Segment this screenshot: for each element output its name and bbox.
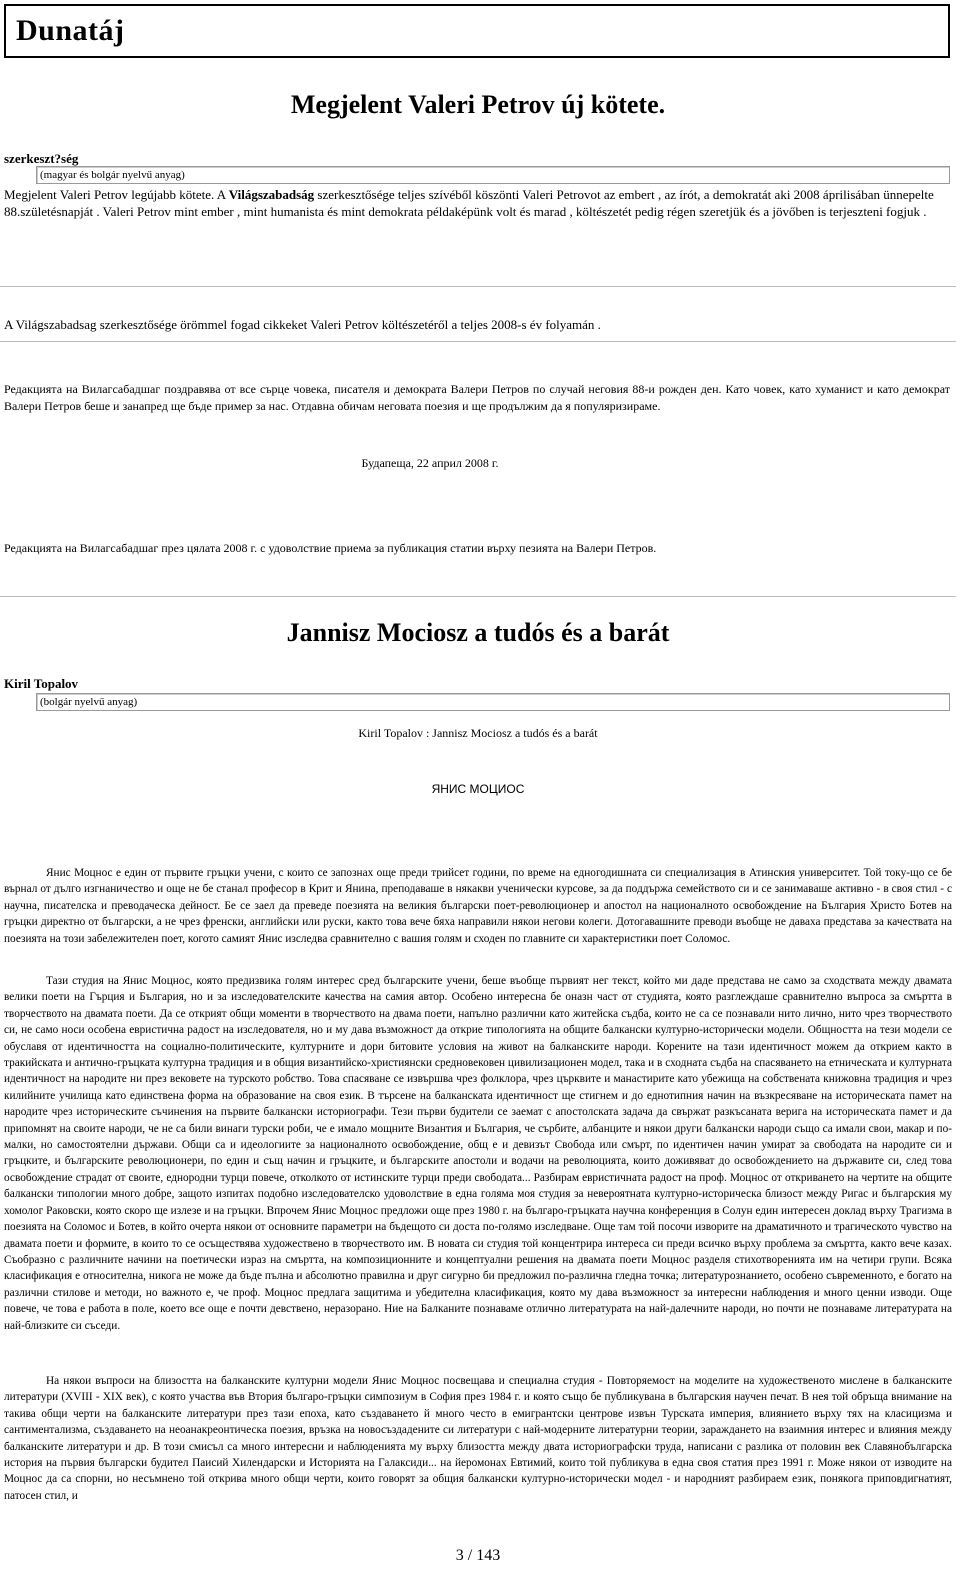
page-number: 3 / 143 bbox=[455, 1547, 501, 1564]
divider bbox=[0, 286, 956, 287]
bulgarian-notice: Редакцията на Вилагсабадшаг през цялата 2008 г. с удоволствие приема за публикация статии върху пезията на Валери Петров. bbox=[4, 541, 657, 555]
site-header bbox=[4, 4, 950, 58]
article-title: Jannisz Mociosz a tudós és a barát bbox=[286, 618, 670, 647]
divider bbox=[0, 341, 956, 342]
bulgarian-greeting: Редакцията на Вилагсабадшаг поздравява от все сърце човека, писателя и демократа Валери Петров по случай неговия 88-и рожден ден. Като човек, като хуманист и като демократ Валери Петров беше и занапред ще бъде пример за нас. Отдавна обичам неговата поезия и ще продължим да я популяризираме. bbox=[4, 382, 950, 413]
article-author: Kiril Topalov bbox=[4, 676, 79, 691]
publication-name: Világszabadság bbox=[228, 187, 315, 202]
section-heading: ЯНИС МОЦИОС bbox=[431, 782, 525, 796]
article-author: szerkeszt?ség bbox=[4, 151, 79, 166]
language-note: (bolgár nyelvű anyag) bbox=[36, 693, 950, 711]
body-paragraph: Тази студия на Янис Моцнос, която предизвика голям интерес сред българските учени, беше въобще първият нег текст, който ми даде представа не само за сходствата между двамата велики поети на Гърция и България, но и за изследователските качества на самия автор. Особено интересна бе оназн част от студията, която разглеждаше сравнително въпроса за смъртта в творчеството на двамата поети. Да се открият общи моменти в творчеството на двама поети, напълно различни като житейска съдба, които не са се познавали нито лично, нито чрез творчеството си, не само носи особена евристична радост на изследователя, но и му дава възможност да открие типологията на общите балкански културно-исторически модели. Общността на тези модели се обуславя от идентичността на социално-политическите, културните и дори битовите условия на живот на балканските народи. Корените на тази идентичност можем да открием както в тракийската и антично-гръцката културна традиция и в общия византийско-християнски средновековен цивилизационен модел, така и в сходната съдба на спасяването на етническата и културната идентичност на народите ни през вековете на турското робство. Това спасяване се извършва чрез фолклора, чрез църквите и манастирите като убежища на собствената книжовна традиция и чрез килийните училища като единствена форма на образование на своя език. В търсене на балканската идентичност ще стигнем и до еднотипния начин на възкресяване на историческата памет на народите чрез историческите съчинения на първите балкански историографи. Тези първи будители се заемат с апостолската задача да свържат разкъсаната верига на историческата памет и да припомнят на своите народи, че не са били винаги турски роби, че е имало мощните Византия и България, че сърбите, албанците и някои други балкански народи също са имали свои, макар и по-малки, но самостоятелни държави. Общи са и идеологиите за националното освобождение, общ е и девизът Свобода или смърт, по идентичен начин умират за свободата на народите си и гръцките, и българските революционери, по един и същ начин и гръцките, и българските апостоли и водачи на революцията, които доживяват до освобождението на държавите си, след това освобождение страдат от своите, еднородни турци повече, отколкото от истинските турци преди свободата... Разбирам евристичната радост на проф. Моцнос от откриването на чертите на общите балкански типологии много добре, защото изпитах подобно изследователско удоволствие в една голяма моя студия за невероятната културно-историческа близост между Ригас и българския му хомолог Раковски, която скоро ще излезе и на гръцки. Впрочем Янис Моцнос предложи още през 1980 г. на българо-гръцката научна конференция в Солун един интересен доклад върху Трагизма в поезията на Соломос и Ботев, в който очерта някои от основните параметри на бъдещото си доста по-голямо изследване. Още там той посочи изворите на драматичното и трагическото чувство на двамата поети и формите, в които то се осъществява художествено в творчеството им. В новата си студия той концентрира интереса си преди всичко върху проблема за смъртта, както вече казах. Съобразно с различните начини на поетически израз на смъртта, на композиционните и концептуални решения на двамата поети Моцнос разделя стихотворенията им на четири групи. Всяка класификация е относителна, никога не може да бъде пълна и абсолютно правилна и друг сигурно би предложил по-различна гледна точка; литературознанието, особено съвременното, е богато на различни стилове и методи, но важното е, че проф. Моцнос предлага защитима и убедителна класификация, която му дава възможност за интересни наблюдения и много ценни изводи. Още повече, че това е работа в поле, което все още е почти девствено, неразорано. Ние на Балканите познаваме отлично литературата на най-далечните народи, но почти не познаваме литературата на най-близките си съседи. bbox=[4, 975, 952, 1332]
article-subtitle: Kiril Topalov : Jannisz Mociosz a tudós és a barát bbox=[358, 726, 598, 740]
place-date: Будапеща, 22 април 2008 г. bbox=[361, 456, 499, 470]
article-intro: Megjelent Valeri Petrov legújabb kötete. A Világszabadság szerkesztősége teljes szívéből köszönti Valeri Petrovot az embert , az írót, a demokratát aki 2008 áprilisában ünnepelte 88.születésnapját . Valeri Petrov mint ember , mint humanista és mint demokrata példaképünk volt és marad , költészetét pedig régen szeretjük és a jövőben is terjeszteni fogjuk . bbox=[4, 187, 934, 219]
divider bbox=[0, 596, 956, 597]
body-paragraph: На някои въпроси на близостта на балканските културни модели Янис Моцнос посвещава и специална студия - Повторяемост на моделите на художественото мислене в балканските литератури (XVIII - XIX век), с която участва във Втория българо-гръцки симпозиум в София през 1984 г. и която също бе публикувана в българския научен печат. В нея той обръща внимание на такива общи черти на балканските литератури през тази епоха, като създаването й много често в емигрантски центрове извън Турската империя, влиянието върху тях на класицизма и сантиментализма, създаването на неоанакреонтическа поезия, връзка на новосъздадените си литератури с най-модерните литературни теории, зараждането на взаимния интерес и влияния между балканските литератури и др. В този смисъл са много интересни и наблюденията му върху близостта между двата историографски труда, написани с разлика от половин век Славянобългарска история на първия български будител Паисий Хилендарски и Историята на Галаксиди... на йеромонах Евтимий, които той публикува в една своя статия през 1991 г. Може някои от изводите на Моцнос да са спорни, но несъмнено той открива много общи черти, които говорят за общия балкански културно-исторически модел - и народният разбираем език, понякога приповдигнатият, патосен стил, и bbox=[4, 1375, 952, 1501]
language-note: (magyar és bolgár nyelvű anyag) bbox=[36, 166, 950, 184]
body-paragraph: Янис Моцнос е един от първите гръцки учени, с които се запознах още преди трийсет години, по време на едногодишната си специализация в Атинския университет. Той току-що се бе върнал от дълго изгнаничество и още не бе станал професор в Крит и Янина, преподаваше в някакви ученически курсове, за да поддържа семейството си и се занимаваше активно - в своя стил - с научна, писателска и преводаческа дейност. Бе се заел да преведе поезията на великия български поет-революционер и апостол на националното освобождение на България Христо Ботев на гръцки директно от български, а не чрез френски, английски или руски, както това вече бяха направили някои негови колеги. Дотогавашните преводи въобще не даваха представа за качествата на поезията на този забележителен поет, когото самият Янис изследва сравнително с вашия голям и сходен по главните си характеристики поет Соломос. bbox=[4, 867, 952, 945]
hungarian-notice: A Világszabadsag szerkesztősége örömmel fogad cikkeket Valeri Petrov költészetéről a teljes 2008-s év folyamán . bbox=[4, 317, 601, 332]
site-title: Dunatáj bbox=[16, 14, 125, 47]
article-title: Megjelent Valeri Petrov új kötete. bbox=[290, 90, 666, 119]
